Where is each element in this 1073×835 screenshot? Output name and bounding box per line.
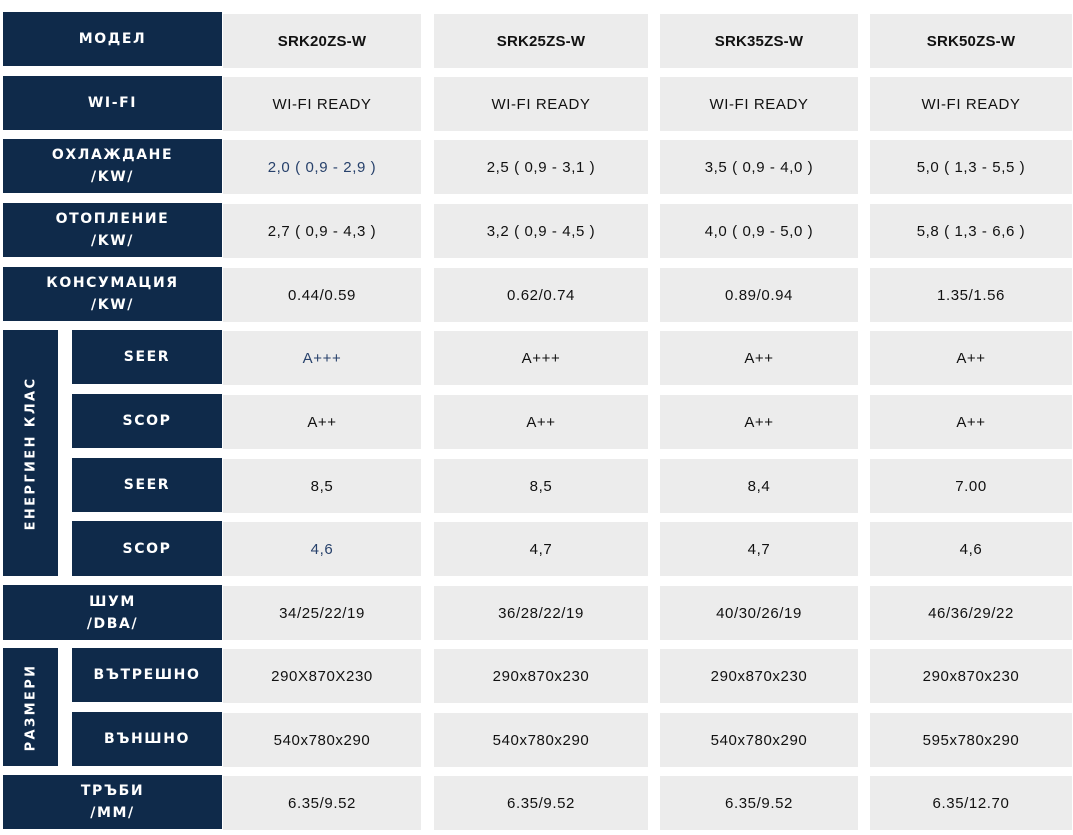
header-scop-value-label: SCOP — [122, 540, 172, 557]
model-cell: SRK25ZS-W — [434, 14, 648, 68]
scop-value-cell: 4,7 — [660, 522, 858, 576]
header-dimensions-group — [3, 648, 58, 766]
heating-cell: 5,8 ( 1,3 - 6,6 ) — [870, 204, 1072, 258]
header-scop-value — [72, 521, 222, 576]
header-noise — [3, 585, 222, 640]
heating-cell: 2,7 ( 0,9 - 4,3 ) — [223, 204, 421, 258]
scop-class-cell: A++ — [870, 395, 1072, 449]
header-consumption-unit: /KW/ — [91, 297, 134, 313]
noise-cell: 34/25/22/19 — [223, 586, 421, 640]
outdoor-cell: 540x780x290 — [223, 713, 421, 767]
header-model — [3, 12, 222, 66]
pipes-cell: 6.35/9.52 — [223, 776, 421, 830]
scop-class-cell: A++ — [434, 395, 648, 449]
cooling-cell: 3,5 ( 0,9 - 4,0 ) — [660, 140, 858, 194]
header-noise-unit: /DBA/ — [86, 615, 139, 632]
pipes-cell: 6.35/9.52 — [434, 776, 648, 830]
seer-class-cell: A++ — [870, 331, 1072, 385]
header-energy-class-label: ЕНЕРГИЕН КЛАС — [23, 376, 38, 530]
header-scop-class — [72, 394, 222, 448]
header-noise-label: ШУМ — [89, 593, 136, 610]
scop-value-cell: 4,7 — [434, 522, 648, 576]
consumption-cell: 1.35/1.56 — [870, 268, 1072, 322]
noise-cell: 46/36/29/22 — [870, 586, 1072, 640]
header-consumption — [3, 267, 222, 321]
outdoor-cell: 540x780x290 — [434, 713, 648, 767]
seer-value-cell: 8,5 — [434, 459, 648, 513]
noise-cell: 40/30/26/19 — [660, 586, 858, 640]
wifi-cell: WI-FI READY — [434, 77, 648, 131]
header-outdoor — [72, 712, 222, 766]
header-heating-label: ОТОПЛЕНИЕ — [55, 211, 170, 227]
header-wifi-label: WI-FI — [87, 95, 138, 111]
header-dimensions-label: РАЗМЕРИ — [23, 663, 39, 751]
header-indoor-label: ВЪТРЕШНО — [93, 667, 201, 683]
heating-cell: 3,2 ( 0,9 - 4,5 ) — [434, 204, 648, 258]
pipes-cell: 6.35/12.70 — [870, 776, 1072, 830]
header-energy-class-group — [3, 330, 58, 576]
header-scop-class-label: SCOP — [122, 413, 172, 429]
indoor-cell: 290x870x230 — [434, 649, 648, 703]
header-seer-value — [72, 458, 222, 512]
seer-class-cell: A+++ — [434, 331, 648, 385]
scop-class-cell: A++ — [660, 395, 858, 449]
outdoor-cell: 595x780x290 — [870, 713, 1072, 767]
header-outdoor-label: ВЪНШНО — [103, 731, 191, 747]
noise-cell: 36/28/22/19 — [434, 586, 648, 640]
consumption-cell: 0.44/0.59 — [223, 268, 421, 322]
seer-class-cell: A+++ — [223, 331, 421, 385]
model-cell: SRK50ZS-W — [870, 14, 1072, 68]
indoor-cell: 290x870x230 — [660, 649, 858, 703]
model-cell: SRK35ZS-W — [660, 14, 858, 68]
header-cooling-unit: /KW/ — [91, 169, 134, 185]
header-heating-unit: /KW/ — [91, 233, 134, 249]
header-cooling — [3, 139, 222, 193]
seer-value-cell: 8,4 — [660, 459, 858, 513]
header-seer-class-label: SEER — [123, 349, 171, 365]
scop-value-cell: 4,6 — [223, 522, 421, 576]
heating-cell: 4,0 ( 0,9 - 5,0 ) — [660, 204, 858, 258]
header-heating — [3, 203, 222, 257]
seer-value-cell: 7.00 — [870, 459, 1072, 513]
seer-value-cell: 8,5 — [223, 459, 421, 513]
header-consumption-label: КОНСУМАЦИЯ — [46, 275, 179, 291]
consumption-cell: 0.62/0.74 — [434, 268, 648, 322]
header-seer-class — [72, 330, 222, 384]
header-pipes-unit: /MM/ — [90, 805, 135, 821]
pipes-cell: 6.35/9.52 — [660, 776, 858, 830]
header-pipes-label: ТРЪБИ — [80, 783, 145, 799]
cooling-cell: 5,0 ( 1,3 - 5,5 ) — [870, 140, 1072, 194]
header-seer-value-label: SEER — [123, 477, 171, 493]
indoor-cell: 290X870X230 — [223, 649, 421, 703]
indoor-cell: 290x870x230 — [870, 649, 1072, 703]
wifi-cell: WI-FI READY — [870, 77, 1072, 131]
scop-class-cell: A++ — [223, 395, 421, 449]
header-pipes — [3, 775, 222, 829]
header-cooling-label: ОХЛАЖДАНЕ — [51, 147, 174, 163]
wifi-cell: WI-FI READY — [660, 77, 858, 131]
seer-class-cell: A++ — [660, 331, 858, 385]
header-model-label: МОДЕЛ — [78, 31, 147, 47]
header-wifi — [3, 76, 222, 130]
cooling-cell: 2,0 ( 0,9 - 2,9 ) — [223, 140, 421, 194]
cooling-cell: 2,5 ( 0,9 - 3,1 ) — [434, 140, 648, 194]
header-indoor — [72, 648, 222, 702]
model-cell: SRK20ZS-W — [223, 14, 421, 68]
wifi-cell: WI-FI READY — [223, 77, 421, 131]
consumption-cell: 0.89/0.94 — [660, 268, 858, 322]
outdoor-cell: 540x780x290 — [660, 713, 858, 767]
scop-value-cell: 4,6 — [870, 522, 1072, 576]
